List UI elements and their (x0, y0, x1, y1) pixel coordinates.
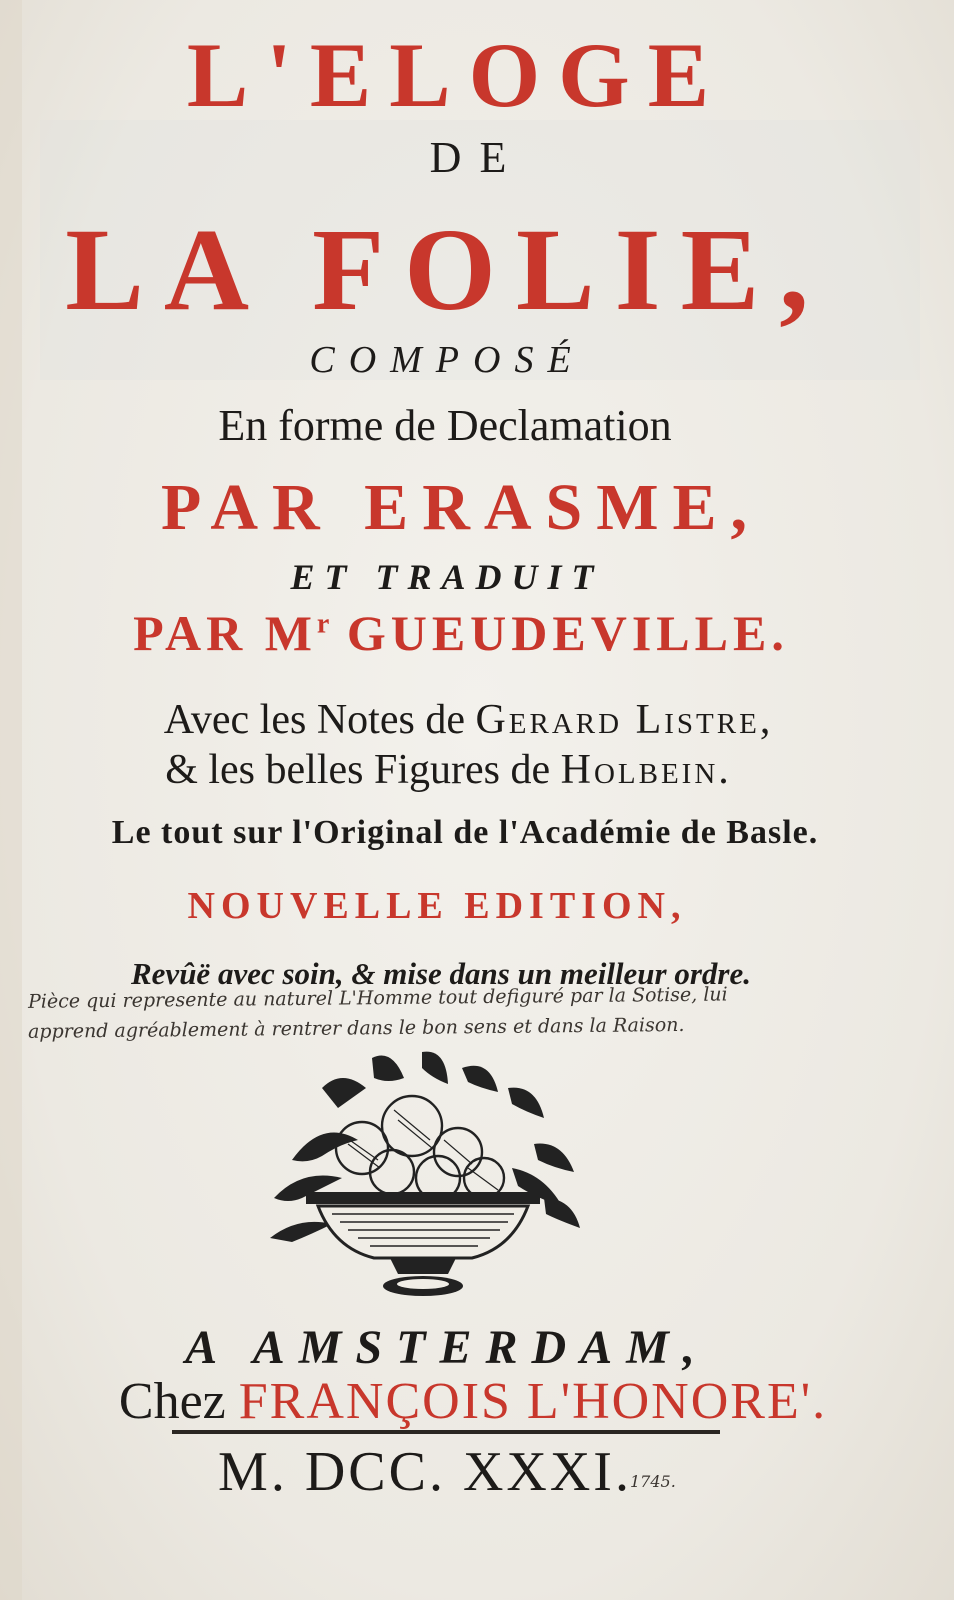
notes-suffix: , (759, 697, 771, 743)
title-line-de: DE (429, 133, 525, 182)
edition-line: NOUVELLE EDITION, (187, 885, 687, 927)
notes-line (0, 696, 944, 744)
imprint-place: A AMSTERDAM, (185, 1321, 709, 1374)
notes-prefix: Avec les Notes de (163, 697, 476, 743)
imprint-publisher (0, 1372, 950, 1431)
translator-name: GUEUDEVILLE. (329, 605, 789, 661)
title-line-la-folie: LA FOLIE, (65, 204, 829, 335)
translator-superscript: r (316, 608, 330, 640)
fruit-basket-icon (262, 1048, 584, 1300)
figures-prefix: & les belles Figures de (165, 747, 561, 793)
figures-suffix: . (718, 747, 729, 793)
annotator-name: Gerard Listre (475, 697, 760, 743)
author-line: PAR ERASME, (160, 471, 762, 544)
translated-line: ET TRADUIT (290, 557, 604, 597)
publisher-name: FRANÇOIS L'HONORE'. (238, 1373, 828, 1430)
subtitle-compose: COMPOSÉ (309, 339, 585, 381)
publisher-prefix: Chez (118, 1373, 239, 1430)
imprint-date: M. DCC. XXXI. (218, 1441, 632, 1503)
handwritten-year: 1745. (630, 1472, 676, 1491)
revision-line: Revûë avec soin, & mise dans un meilleur ordre. (131, 956, 751, 991)
subtitle-declamation: En forme de Declamation (218, 401, 672, 450)
illustrator-name: Holbein (560, 747, 719, 793)
original-line: Le tout sur l'Original de l'Académie de Basle. (111, 814, 819, 851)
handwritten-note-line-1: Pièce qui represente au naturel L'Homme tout defiguré par la Sotise, lui (27, 983, 728, 1013)
translator-line (0, 604, 938, 662)
title-line-eloge: L'ELOGE (186, 24, 728, 126)
figures-line (0, 746, 924, 794)
handwritten-note-line-2: apprend agréablement à rentrer dans le bon sens et dans la Raison. (27, 1013, 685, 1043)
imprint-rule (172, 1430, 720, 1434)
translator-prefix: PAR M (133, 605, 317, 661)
